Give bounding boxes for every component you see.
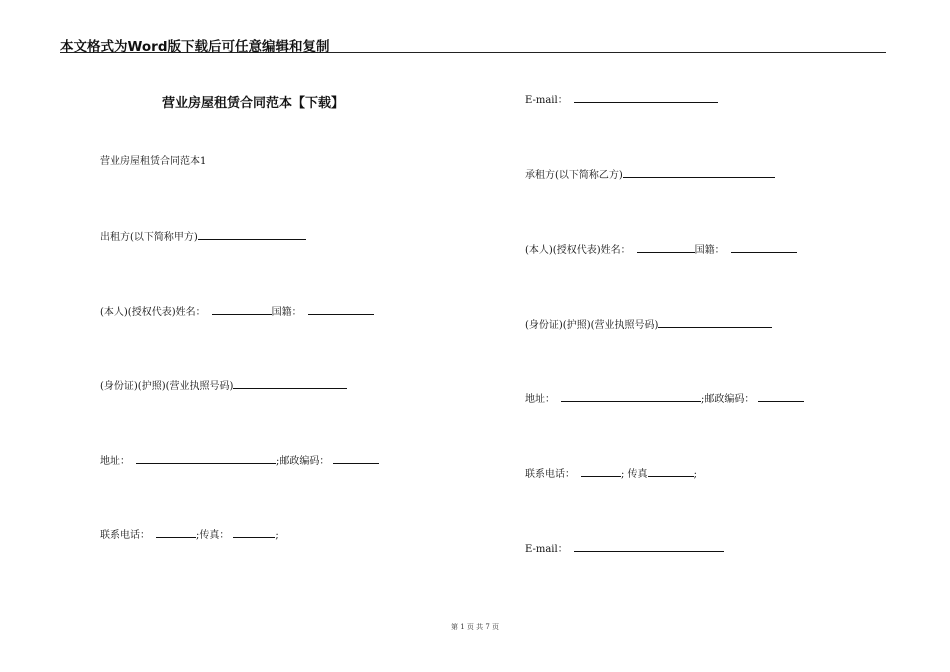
lessee-id-blank: [658, 317, 772, 328]
lessor-address-line: [100, 453, 379, 469]
lessor-email-blank: [574, 92, 718, 103]
lessee-phone-blank: [581, 466, 621, 477]
lessor-address-label: 地址：: [100, 456, 130, 467]
lessor-email-line: [525, 92, 718, 108]
header-divider: [60, 52, 886, 53]
lessor-id-blank: [233, 378, 347, 389]
lessor-blank: [198, 229, 306, 240]
lessee-email-label: E-mail：: [525, 544, 568, 555]
lessor-name-blank: [212, 304, 272, 315]
lessor-fax-blank: [233, 527, 275, 538]
page-footer: 第 1 页 共 7 页: [450, 623, 500, 631]
lessee-blank: [623, 167, 775, 178]
lessor-id-line: [100, 378, 347, 394]
lessor-postcode-blank: [333, 453, 379, 464]
lessee-label: 承租方(以下简称乙方): [525, 170, 623, 181]
lessee-address-line: [525, 391, 804, 407]
lessee-postcode-blank: [758, 391, 804, 402]
lessee-phone-line: [525, 466, 697, 482]
document-title: 营业房屋租赁合同范本【下载】: [162, 96, 345, 111]
lessee-id-label: (身份证)(护照)(营业执照号码): [525, 320, 659, 331]
lessor-phone-line: [100, 527, 279, 543]
lessee-id-line: [525, 317, 772, 333]
lessor-phone-blank: [156, 527, 196, 538]
lessee-nationality-blank: [731, 242, 797, 253]
lessor-nationality-label: 国籍：: [271, 307, 302, 318]
lessor-name-label: (本人)(授权代表)姓名：: [100, 307, 206, 318]
lessor-name-line: [100, 304, 374, 320]
lessor-line: [100, 229, 306, 245]
lessee-address-label: 地址：: [525, 394, 555, 405]
contract-subtitle-text: 营业房屋租赁合同范本1: [100, 156, 207, 167]
lessor-phone-label: 联系电话：: [100, 530, 150, 541]
lessee-name-line: [525, 242, 797, 258]
lessee-fax-label: ; 传真: [621, 469, 648, 480]
lessor-id-label: (身份证)(护照)(营业执照号码): [100, 381, 234, 392]
lessor-address-blank: [136, 453, 276, 464]
lessor-label: 出租方(以下简称甲方): [100, 232, 198, 243]
lessee-end-semicolon: ;: [693, 469, 697, 480]
header-text: 本文格式为Word版下载后可任意编辑和复制: [60, 39, 330, 55]
lessee-name-blank: [637, 242, 695, 253]
lessor-email-label: E-mail：: [525, 95, 568, 106]
lessor-nationality-blank: [308, 304, 374, 315]
lessor-fax-label: ;传真：: [196, 530, 230, 541]
lessee-line: [525, 167, 775, 183]
lessee-fax-blank: [648, 466, 694, 477]
lessee-nationality-label: 国籍：: [694, 245, 725, 256]
lessor-end-semicolon: ;: [275, 530, 279, 541]
lessee-postcode-label: ;邮政编码：: [701, 394, 755, 405]
lessee-email-blank: [574, 541, 724, 552]
lessee-phone-label: 联系电话：: [525, 469, 575, 480]
lessor-postcode-label: ;邮政编码：: [276, 456, 330, 467]
lessee-email-line: [525, 541, 724, 557]
contract-subtitle: [100, 155, 206, 169]
lessee-address-blank: [561, 391, 701, 402]
lessee-name-label: (本人)(授权代表)姓名：: [525, 245, 631, 256]
